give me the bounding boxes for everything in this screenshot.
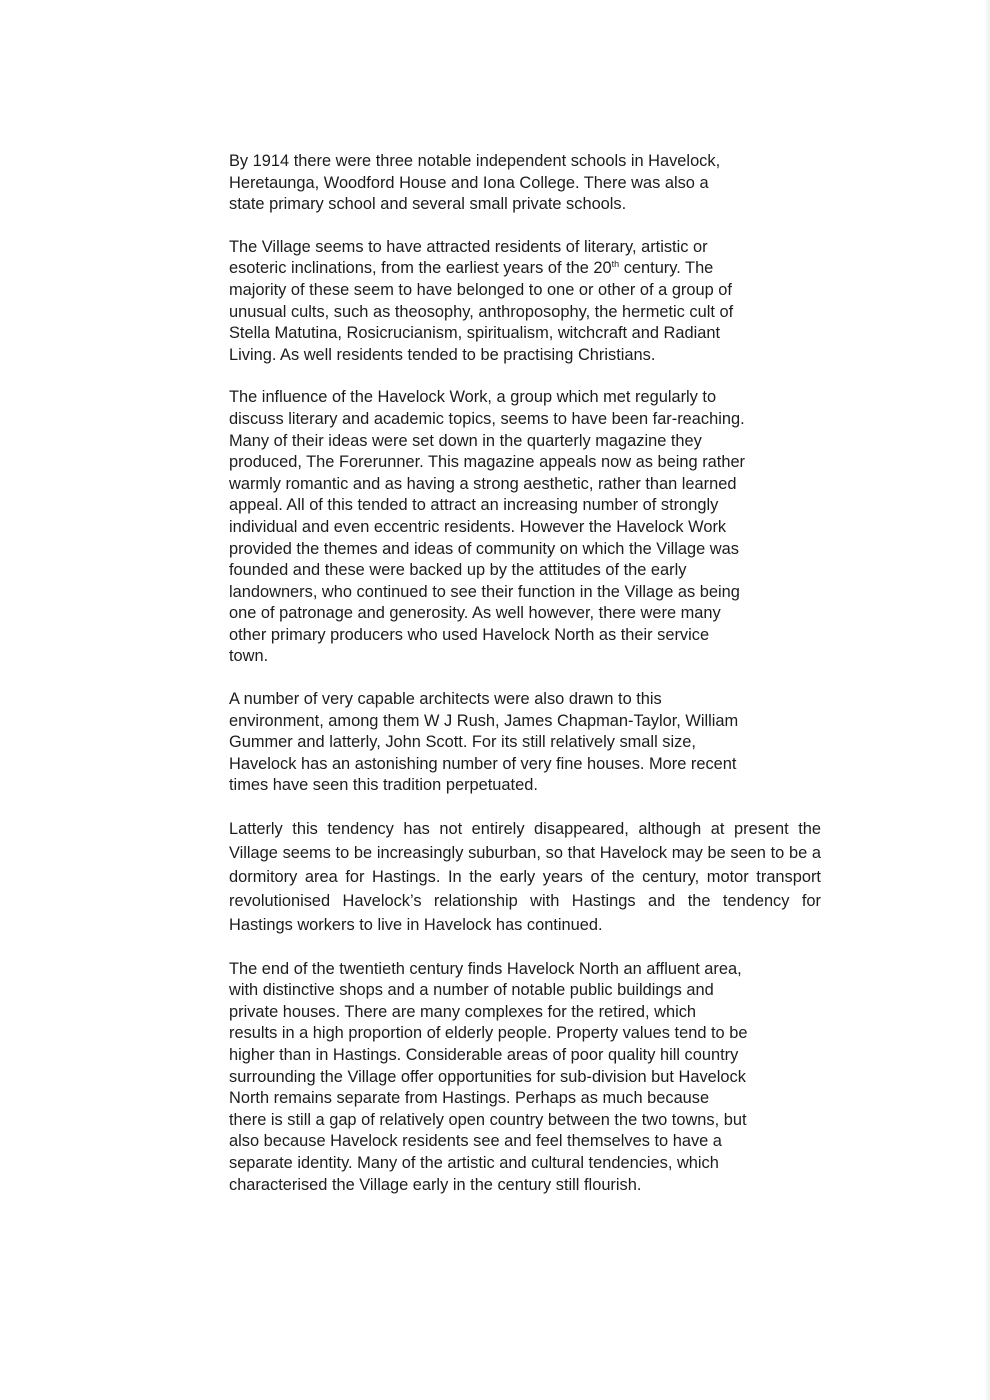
text-line: Gummer and latterly, John Scott. For its still relatively small size,	[229, 733, 696, 752]
text-line: North remains separate from Hastings. Perhaps as much because	[229, 1089, 710, 1108]
text-line: Many of their ideas were set down in the quarterly magazine they	[229, 431, 702, 450]
text-line: times have seen this tradition perpetuated.	[229, 776, 538, 795]
text-line: produced, The Forerunner. This magazine appeals now as being rather	[229, 453, 746, 472]
text-line: Havelock has an astonishing number of very fine houses. More recent	[229, 754, 737, 773]
paragraph-havelock-work	[229, 387, 829, 668]
text-line: town.	[229, 647, 269, 666]
text-line: Heretaunga, Woodford House and Iona College. There was also a	[229, 173, 709, 192]
scan-shadow-edge	[984, 0, 990, 1400]
text-line: By 1914 there were three notable independent schools in Havelock,	[229, 152, 721, 170]
text-line: results in a high proportion of elderly people. Property values tend to be	[229, 1024, 748, 1043]
paragraph-architects	[229, 689, 829, 797]
text-line: The influence of the Havelock Work, a group which met regularly to	[229, 388, 717, 407]
text-line: one of patronage and generosity. As well however, there were many	[229, 604, 721, 623]
text-line: state primary school and several small private schools.	[229, 195, 627, 214]
text-line: esoteric inclinations, from the earliest years of the 20	[229, 259, 612, 278]
text-line: majority of these seem to have belonged to one or other of a group of	[229, 280, 732, 299]
text-line: individual and even eccentric residents. However the Havelock Work	[229, 517, 727, 536]
text-line: with distinctive shops and a number of notable public buildings and	[229, 981, 714, 1000]
text-line: provided the themes and ideas of community on which the Village was	[229, 539, 739, 558]
text-line: environment, among them W J Rush, James Chapman-Taylor, William	[229, 711, 739, 730]
text-line: higher than in Hastings. Considerable areas of poor quality hill country	[229, 1045, 739, 1064]
ordinal-superscript: th	[611, 259, 620, 270]
text-line: landowners, who continued to see their function in the Village as being	[229, 582, 740, 601]
text-line: separate identity. Many of the artistic and cultural tendencies, which	[229, 1153, 719, 1172]
text-line: Living. As well residents tended to be practising Christians.	[229, 345, 656, 364]
text-line: characterised the Village early in the century still flourish.	[229, 1175, 642, 1194]
text-line: warmly romantic and as having a strong aesthetic, rather than learned	[229, 474, 737, 493]
text-line: also because Havelock residents see and feel themselves to have a	[229, 1132, 722, 1151]
body-text	[229, 151, 829, 1196]
paragraph-schools	[229, 151, 829, 216]
text-line: unusual cults, such as theosophy, anthroposophy, the hermetic cult of	[229, 302, 734, 321]
text-line: there is still a gap of relatively open country between the two towns, but	[229, 1110, 747, 1129]
text-line: appeal. All of this tended to attract an increasing number of strongly	[229, 496, 719, 515]
text-line: A number of very capable architects were also drawn to this	[229, 690, 662, 709]
text-line: private houses. There are many complexes for the retired, which	[229, 1002, 697, 1021]
text-line: founded and these were backed up by the attitudes of the early	[229, 561, 687, 580]
paragraph-twentieth-century	[229, 959, 829, 1197]
text-line: The Village seems to have attracted residents of literary, artistic or	[229, 237, 708, 256]
text-line: discuss literary and academic topics, seems to have been far-reaching.	[229, 409, 745, 428]
paragraph-suburban: Latterly this tendency has not entirely disappeared, although at present the Village seems to be increasingly suburban, so that Havelock may be seen to be a dormitory area for Hastings. In the early years of the century, motor transport revolutionised Havelock’s relationship with Hastings and the tendency for Hastings workers to live in Havelock has continued.	[229, 820, 821, 934]
text-line-tail: century. The	[619, 259, 714, 278]
text-line: Stella Matutina, Rosicrucianism, spiritualism, witchcraft and Radiant	[229, 324, 720, 343]
text-line: The end of the twentieth century finds Havelock North an affluent area,	[229, 959, 742, 978]
text-line: surrounding the Village offer opportunities for sub-division but Havelock	[229, 1067, 746, 1086]
text-line: other primary producers who used Havelock North as their service	[229, 625, 710, 644]
paragraph-residents	[229, 237, 829, 367]
